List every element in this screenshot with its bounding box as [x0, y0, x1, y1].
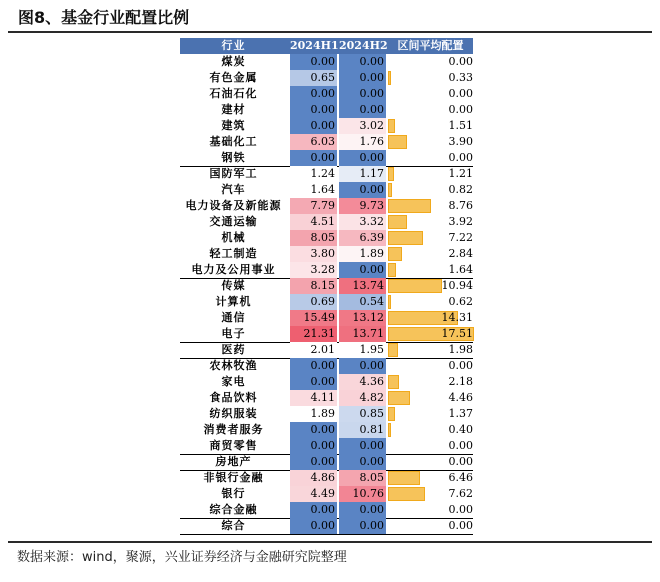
value-2024h2-text: 8.05: [359, 471, 384, 484]
value-2024h2-text: 9.73: [359, 199, 384, 212]
value-avg-text: 0.00: [448, 503, 473, 516]
industry-label: 汽车: [221, 183, 246, 196]
source-note: 数据来源：wind，聚源，兴业证券经济与金融研究院整理: [17, 550, 347, 565]
value-2024h2: [339, 182, 386, 198]
industry-label: 交通运输: [209, 215, 258, 228]
value-2024h1: [290, 406, 337, 422]
value-2024h1: [290, 358, 337, 374]
value-2024h2-text: 0.00: [359, 151, 384, 164]
value-2024h2: [339, 518, 386, 534]
table-row: [180, 230, 473, 246]
industry-label: 轻工制造: [209, 247, 258, 260]
value-2024h2-text: 0.00: [359, 455, 384, 468]
value-2024h1: [290, 310, 337, 326]
value-avg: [388, 118, 473, 134]
value-avg-text: 4.46: [448, 391, 473, 404]
value-2024h2-text: 0.00: [359, 439, 384, 452]
table-row: [180, 278, 473, 294]
industry-label: 商贸零售: [209, 439, 258, 452]
value-avg: [388, 326, 473, 342]
industry-label: 有色金属: [209, 71, 258, 84]
value-avg: [388, 198, 473, 214]
table-row: [180, 246, 473, 262]
value-avg: [388, 246, 473, 262]
value-2024h2-text: 10.76: [352, 487, 384, 500]
value-avg: [388, 502, 473, 518]
value-2024h2-text: 3.32: [359, 215, 384, 228]
value-2024h2-text: 1.89: [359, 247, 384, 260]
value-2024h1-text: 0.00: [310, 359, 335, 372]
value-2024h1-text: 0.00: [310, 151, 335, 164]
table-row: [180, 166, 473, 182]
value-avg-text: 1.51: [448, 119, 473, 132]
value-avg: [388, 438, 473, 454]
industry-label: 建材: [221, 103, 246, 116]
value-avg-text: 0.33: [448, 71, 473, 84]
value-2024h2-text: 4.82: [359, 391, 384, 404]
value-avg-text: 8.76: [448, 199, 473, 212]
industry-label: 计算机: [215, 295, 252, 308]
industry-label: 石油石化: [209, 87, 258, 100]
value-avg-text: 1.37: [448, 407, 473, 420]
value-2024h2-text: 0.00: [359, 263, 384, 276]
value-2024h2: [339, 310, 386, 326]
table-row: [180, 102, 473, 118]
table-row: [180, 294, 473, 310]
value-2024h2: [339, 166, 386, 182]
value-2024h1: [290, 134, 337, 150]
value-2024h1: [290, 166, 337, 182]
value-2024h2: [339, 118, 386, 134]
value-avg: [388, 182, 473, 198]
table-row: [180, 310, 473, 326]
value-2024h1: [290, 262, 337, 278]
value-2024h2-text: 0.00: [359, 87, 384, 100]
table-row: [180, 470, 473, 486]
value-2024h1: [290, 118, 337, 134]
table-row: [180, 150, 473, 166]
value-avg-text: 7.62: [448, 487, 473, 500]
value-2024h1-text: 0.00: [310, 87, 335, 100]
value-2024h1: [290, 278, 337, 294]
value-avg-text: 10.94: [441, 279, 473, 292]
industry-label: 家电: [221, 375, 246, 388]
industry-label: 传媒: [221, 279, 246, 292]
value-2024h1: [290, 246, 337, 262]
value-2024h1-text: 15.49: [303, 311, 335, 324]
industry-label: 医药: [221, 343, 246, 356]
value-avg-text: 0.00: [448, 87, 473, 100]
value-2024h2-text: 4.36: [359, 375, 384, 388]
value-avg: [388, 486, 473, 502]
value-2024h2: [339, 486, 386, 502]
table-row: [180, 198, 473, 214]
value-2024h1: [290, 54, 337, 70]
value-2024h2: [339, 246, 386, 262]
table-row: [180, 54, 473, 70]
industry-label: 消费者服务: [203, 423, 264, 436]
table-row: [180, 358, 473, 374]
value-avg-text: 2.18: [448, 375, 473, 388]
value-2024h2-text: 13.74: [352, 279, 384, 292]
table-row: [180, 342, 473, 358]
value-2024h2: [339, 374, 386, 390]
value-2024h2: [339, 134, 386, 150]
value-2024h2: [339, 502, 386, 518]
table-row: [180, 454, 473, 470]
value-avg-text: 2.84: [448, 247, 473, 260]
value-2024h2-text: 13.71: [352, 327, 384, 340]
value-2024h1: [290, 422, 337, 438]
value-2024h2: [339, 454, 386, 470]
value-2024h2-text: 0.85: [359, 407, 384, 420]
value-avg: [388, 150, 473, 166]
industry-label: 国防军工: [209, 167, 258, 180]
value-2024h1-text: 0.00: [310, 103, 335, 116]
value-2024h1: [290, 518, 337, 534]
industry-label: 银行: [221, 487, 246, 500]
value-2024h1-text: 0.00: [310, 519, 335, 532]
value-avg: [388, 54, 473, 70]
value-2024h2-text: 0.00: [359, 503, 384, 516]
table-row: [180, 86, 473, 102]
value-2024h2-text: 0.00: [359, 359, 384, 372]
value-2024h2: [339, 294, 386, 310]
value-2024h1: [290, 502, 337, 518]
value-2024h2: [339, 86, 386, 102]
value-2024h1-text: 2.01: [310, 343, 335, 356]
table-header-row: [180, 38, 473, 54]
industry-label: 机械: [221, 231, 246, 244]
table-row: [180, 390, 473, 406]
industry-label: 房地产: [215, 455, 252, 468]
industry-label: 非银行金融: [203, 471, 264, 484]
value-2024h1-text: 3.28: [310, 263, 335, 276]
table-row: [180, 486, 473, 502]
value-2024h2-text: 6.39: [359, 231, 384, 244]
value-avg-text: 0.00: [448, 55, 473, 68]
value-2024h2: [339, 230, 386, 246]
value-2024h1: [290, 374, 337, 390]
value-avg-text: 7.22: [448, 231, 473, 244]
table-row: [180, 422, 473, 438]
value-2024h2-text: 0.54: [359, 295, 384, 308]
value-avg-text: 17.51: [441, 327, 473, 340]
value-2024h2-text: 1.17: [359, 167, 384, 180]
header-avg: 区间平均配置: [397, 39, 464, 52]
header-2024h2: 2024H2: [339, 39, 388, 52]
value-2024h1-text: 0.00: [310, 503, 335, 516]
bottom-rule: [8, 541, 652, 543]
table-row: [180, 182, 473, 198]
value-2024h1: [290, 294, 337, 310]
table-row: [180, 70, 473, 86]
header-industry: 行业: [221, 39, 246, 52]
value-2024h2: [339, 278, 386, 294]
value-avg: [388, 406, 473, 422]
value-avg: [388, 166, 473, 182]
value-2024h2-text: 0.00: [359, 55, 384, 68]
value-2024h1: [290, 182, 337, 198]
industry-label: 通信: [221, 311, 246, 324]
value-2024h1-text: 3.80: [310, 247, 335, 260]
table-bottom-line: [180, 534, 473, 535]
value-avg-text: 0.00: [448, 359, 473, 372]
value-2024h1: [290, 230, 337, 246]
value-2024h2-text: 1.76: [359, 135, 384, 148]
value-2024h1-text: 4.11: [310, 391, 335, 404]
value-avg: [388, 70, 473, 86]
value-2024h2-text: 0.00: [359, 519, 384, 532]
value-2024h2: [339, 390, 386, 406]
industry-label: 基础化工: [209, 135, 258, 148]
value-avg-text: 1.21: [448, 167, 473, 180]
value-avg-text: 0.00: [448, 455, 473, 468]
value-2024h2-text: 0.81: [359, 423, 384, 436]
value-2024h1: [290, 214, 337, 230]
table-row: [180, 214, 473, 230]
value-2024h1: [290, 470, 337, 486]
top-rule: [8, 31, 652, 33]
value-2024h2-text: 1.95: [359, 343, 384, 356]
value-2024h2: [339, 406, 386, 422]
value-avg: [388, 518, 473, 534]
value-2024h2: [339, 54, 386, 70]
table-row: [180, 262, 473, 278]
table-row: [180, 118, 473, 134]
value-2024h1: [290, 198, 337, 214]
value-avg-text: 3.92: [448, 215, 473, 228]
value-2024h2: [339, 438, 386, 454]
value-avg-text: 0.00: [448, 151, 473, 164]
value-avg: [388, 86, 473, 102]
value-avg-text: 0.62: [448, 295, 473, 308]
figure-title: 图8、基金行业配置比例: [18, 8, 190, 27]
value-2024h1-text: 8.05: [310, 231, 335, 244]
value-2024h1-text: 1.24: [310, 167, 335, 180]
value-2024h2: [339, 214, 386, 230]
value-avg-text: 0.00: [448, 103, 473, 116]
value-2024h1: [290, 70, 337, 86]
value-2024h2: [339, 470, 386, 486]
value-2024h1-text: 7.79: [310, 199, 335, 212]
industry-label: 农林牧渔: [209, 359, 258, 372]
value-2024h1: [290, 342, 337, 358]
table-row: [180, 518, 473, 534]
header-2024h1: 2024H1: [290, 39, 339, 52]
value-2024h1: [290, 438, 337, 454]
value-avg-text: 1.98: [448, 343, 473, 356]
value-2024h2: [339, 326, 386, 342]
value-2024h1: [290, 150, 337, 166]
value-2024h2: [339, 422, 386, 438]
industry-label: 纺织服装: [209, 407, 258, 420]
value-avg: [388, 342, 473, 358]
value-avg: [388, 374, 473, 390]
value-avg: [388, 470, 473, 486]
value-avg-text: 14.31: [441, 311, 473, 324]
industry-label: 综合金融: [209, 503, 258, 516]
table-row: [180, 326, 473, 342]
value-avg-text: 1.64: [448, 263, 473, 276]
value-2024h2: [339, 342, 386, 358]
value-avg: [388, 422, 473, 438]
value-2024h1-text: 1.64: [310, 183, 335, 196]
value-avg-text: 0.00: [448, 519, 473, 532]
value-2024h1-text: 0.00: [310, 439, 335, 452]
value-avg: [388, 310, 473, 326]
value-avg: [388, 102, 473, 118]
industry-label: 钢铁: [221, 151, 246, 164]
table-row: [180, 134, 473, 150]
value-2024h1-text: 0.00: [310, 375, 335, 388]
value-2024h1: [290, 390, 337, 406]
value-avg: [388, 454, 473, 470]
value-2024h1-text: 1.89: [310, 407, 335, 420]
table-row: [180, 502, 473, 518]
value-avg-text: 0.00: [448, 439, 473, 452]
value-2024h1-text: 0.00: [310, 55, 335, 68]
table-row: [180, 406, 473, 422]
value-avg: [388, 390, 473, 406]
value-2024h2: [339, 358, 386, 374]
value-2024h1: [290, 454, 337, 470]
value-2024h1-text: 21.31: [303, 327, 335, 340]
value-2024h1-text: 0.00: [310, 119, 335, 132]
value-avg: [388, 230, 473, 246]
value-2024h1: [290, 86, 337, 102]
value-avg: [388, 262, 473, 278]
value-2024h2-text: 0.00: [359, 103, 384, 116]
value-avg: [388, 358, 473, 374]
value-2024h1-text: 4.86: [310, 471, 335, 484]
industry-label: 电子: [221, 327, 246, 340]
value-avg: [388, 214, 473, 230]
value-avg-text: 6.46: [448, 471, 473, 484]
table-row: [180, 374, 473, 390]
value-avg: [388, 294, 473, 310]
value-2024h1-text: 4.49: [310, 487, 335, 500]
value-2024h2-text: 0.00: [359, 183, 384, 196]
value-avg: [388, 278, 473, 294]
industry-label: 食品饮料: [209, 391, 258, 404]
industry-label: 电力设备及新能源: [185, 199, 282, 212]
value-avg-text: 0.82: [448, 183, 473, 196]
value-2024h1: [290, 326, 337, 342]
value-2024h2: [339, 70, 386, 86]
value-2024h1: [290, 102, 337, 118]
industry-label: 综合: [221, 519, 246, 532]
value-2024h2-text: 0.00: [359, 71, 384, 84]
industry-label: 电力及公用事业: [191, 263, 276, 276]
value-avg: [388, 134, 473, 150]
value-avg-text: 3.90: [448, 135, 473, 148]
value-2024h2: [339, 102, 386, 118]
value-2024h1-text: 6.03: [310, 135, 335, 148]
value-2024h2: [339, 262, 386, 278]
industry-label: 煤炭: [221, 55, 246, 68]
value-2024h2-text: 13.12: [352, 311, 384, 324]
value-avg-text: 0.40: [448, 423, 473, 436]
value-2024h1-text: 4.51: [310, 215, 335, 228]
value-2024h1: [290, 486, 337, 502]
industry-label: 建筑: [221, 119, 246, 132]
value-2024h2: [339, 150, 386, 166]
value-2024h1-text: 0.69: [310, 295, 335, 308]
value-2024h1-text: 0.65: [310, 71, 335, 84]
value-2024h2-text: 3.02: [359, 119, 384, 132]
table-row: [180, 438, 473, 454]
value-2024h1-text: 0.00: [310, 423, 335, 436]
value-2024h1-text: 0.00: [310, 455, 335, 468]
value-2024h2: [339, 198, 386, 214]
value-2024h1-text: 8.15: [310, 279, 335, 292]
